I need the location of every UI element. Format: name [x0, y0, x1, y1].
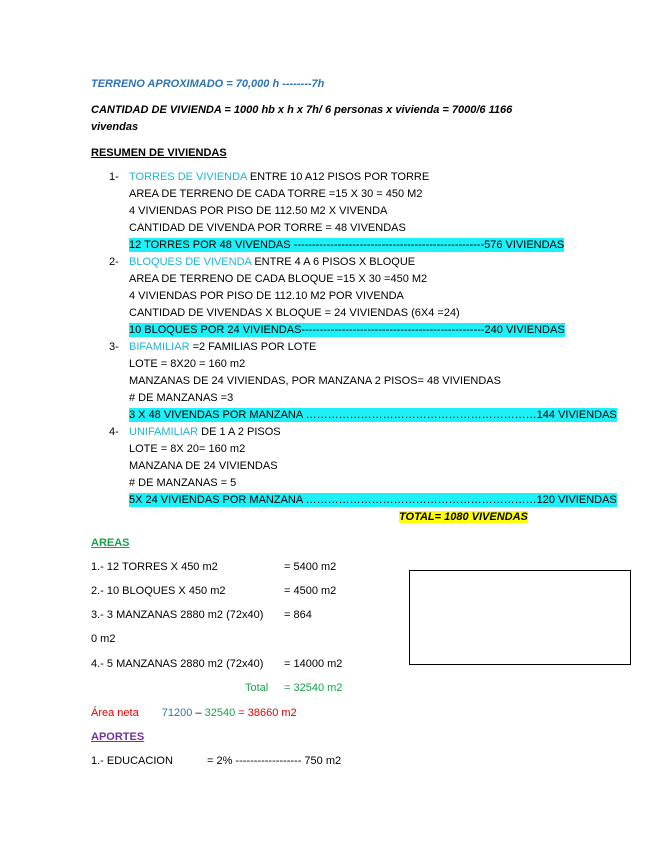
- item-4-name: UNIFAMILIAR: [129, 426, 199, 438]
- area-row-3-wrap: 0 m2: [91, 633, 116, 645]
- item-1-line-3: CANTIDAD DE VIVENDA POR TORRE = 48 VIVENDAS: [129, 222, 406, 234]
- item-4-line-2: MANZANA DE 24 VIVIENDAS: [129, 460, 278, 472]
- item-1-total-text: 12 TORRES POR 48 VIVENDAS ----------------------------------------------------576 VIVIENDAS: [129, 239, 565, 251]
- item-1-name: TORRES DE VIVIENDA: [129, 171, 247, 183]
- item-2-name: BLOQUES DE VIVENDA: [129, 256, 252, 268]
- total-viviendas: [399, 510, 528, 524]
- item-1-rest: ENTRE 10 A12 PISOS POR TORRE: [246, 171, 430, 183]
- item-2-line-2: 4 VIVIENDAS POR PISO DE 112.10 M2 POR VIVENDA: [129, 290, 404, 302]
- areas-total-value: = 32540 m2: [284, 682, 343, 694]
- area-row-1-value: = 5400 m2: [284, 561, 337, 573]
- aporte-row-1-label: 1.- EDUCACION: [91, 755, 173, 767]
- item-4-num: 4-: [109, 426, 119, 438]
- item-4-header: [109, 425, 281, 439]
- item-3-line-1: LOTE = 8X20 = 160 m2: [129, 358, 246, 370]
- item-3-line-3: # DE MANZANAS =3: [129, 392, 234, 404]
- item-2-line-1: AREA DE TERRENO DE CADA BLOQUE =15 X 30 =450 M2: [129, 273, 428, 285]
- item-4-line-1: LOTE = 8X 20= 160 m2: [129, 443, 246, 455]
- area-row-4-value: = 14000 m2: [284, 658, 343, 670]
- item-1-num: 1-: [109, 171, 119, 183]
- area-row-2-value: = 4500 m2: [284, 585, 337, 597]
- item-2-line-3: CANTIDAD DE VIVENDAS X BLOQUE = 24 VIVIENDAS (6X4 =24): [129, 307, 460, 319]
- empty-box: [409, 570, 631, 665]
- item-2-total-text: 10 BLOQUES POR 24 VIVIENDAS--------------------------------------------------240 VIVIENDAS: [129, 324, 565, 336]
- areas-total-label: Total: [245, 682, 269, 694]
- item-4-total-text: 5X 24 VIVIENDAS POR MANZANA ………………………………………………………120 VIVIENDAS: [129, 494, 617, 506]
- area-neta-result: = 38660 m2: [235, 707, 297, 719]
- total-viviendas-text: TOTAL= 1080 VIVENDAS: [399, 511, 528, 523]
- area-neta-a: 71200: [161, 707, 193, 719]
- item-3-rest: =2 FAMILIAS POR LOTE: [189, 341, 317, 353]
- item-2-num: 2-: [109, 256, 119, 268]
- item-2-header: [109, 255, 415, 269]
- terreno-line: TERRENO APROXIMADO = 70,000 h --------7h: [91, 78, 325, 90]
- item-3-header: [109, 340, 316, 354]
- item-1-header: [109, 170, 429, 184]
- area-row-3-label: 3.- 3 MANZANAS 2880 m2 (72x40): [91, 609, 264, 621]
- cantidad-line-1: CANTIDAD DE VIVIENDA = 1000 hb x h x 7h/ 6 personas x vivienda = 7000/6 1166: [91, 104, 513, 116]
- area-row-1-label: 1.- 12 TORRES X 450 m2: [91, 561, 218, 573]
- item-3-total: [129, 408, 617, 422]
- areas-title: AREAS: [91, 537, 130, 549]
- item-3-line-2: MANZANAS DE 24 VIVIENDAS, POR MANZANA 2 PISOS= 48 VIVIENDAS: [129, 375, 501, 387]
- item-1-line-2: 4 VIVIENDAS POR PISO DE 112.50 M2 X VIVENDA: [129, 205, 388, 217]
- item-4-line-3: # DE MANZANAS = 5: [129, 477, 237, 489]
- item-3-total-text: 3 X 48 VIVENDAS POR MANZANA ………………………………………………………144 VIVIENDAS: [129, 409, 617, 421]
- item-3-num: 3-: [109, 341, 119, 353]
- area-neta-b: 32540: [204, 707, 236, 719]
- item-1-total: [129, 238, 564, 252]
- area-neta-line: [91, 706, 297, 720]
- item-2-total: [129, 323, 565, 337]
- aportes-title: APORTES: [91, 731, 145, 743]
- area-neta-label: Área neta: [91, 707, 139, 719]
- item-2-rest: ENTRE 4 A 6 PISOS X BLOQUE: [251, 256, 416, 268]
- area-row-3-value: = 864: [284, 609, 312, 621]
- area-neta-minus: –: [192, 707, 205, 719]
- area-row-2-label: 2.- 10 BLOQUES X 450 m2: [91, 585, 226, 597]
- aporte-row-1-value: = 2% ------------------ 750 m2: [207, 755, 342, 767]
- item-3-name: BIFAMILIAR: [129, 341, 190, 353]
- item-4-rest: DE 1 A 2 PISOS: [198, 426, 281, 438]
- item-4-total: [129, 493, 617, 507]
- resumen-title: RESUMEN DE VIVIENDAS: [91, 147, 227, 159]
- area-row-4-label: 4.- 5 MANZANAS 2880 m2 (72x40): [91, 658, 264, 670]
- item-1-line-1: AREA DE TERRENO DE CADA TORRE =15 X 30 = 450 M2: [129, 188, 423, 200]
- cantidad-line-2: vivendas: [91, 121, 139, 133]
